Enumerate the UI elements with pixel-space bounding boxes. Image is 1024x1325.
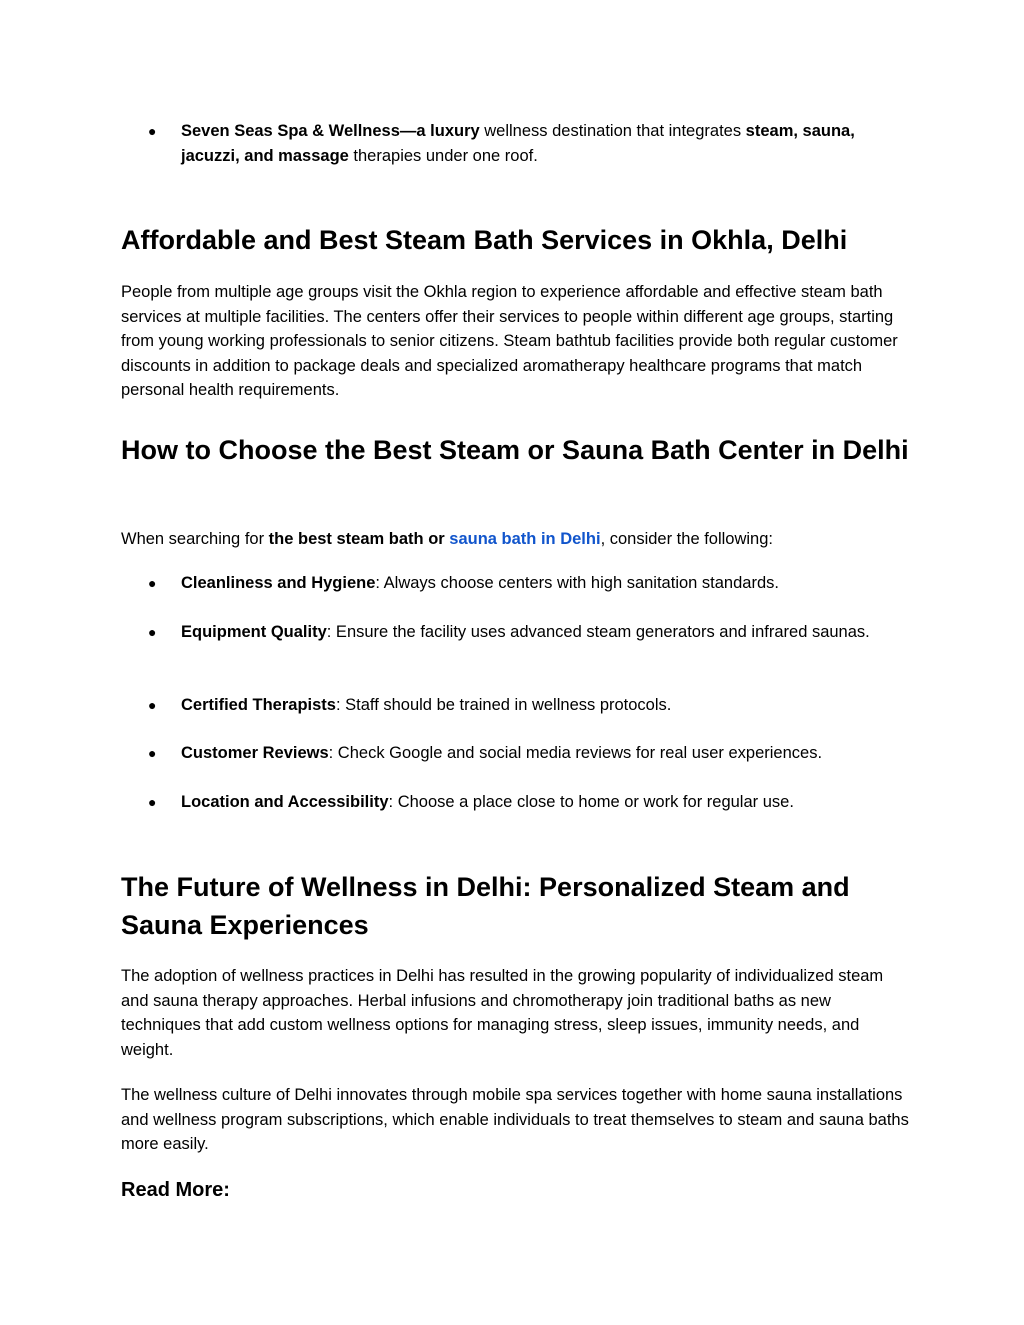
lead-text-1: When searching for <box>121 530 269 548</box>
section3-paragraph-1: The adoption of wellness practices in Delhi has resulted in the growing popularity of individualized steam and sauna therapy approaches. Herbal infusions and chromotherapy join traditional baths as new techniques that add custom wellness options for managing stress, sleep issues, immunity needs, and weight. <box>121 967 884 1059</box>
list-item <box>148 741 911 766</box>
list-item-text: : Staff should be trained in wellness protocols. <box>335 696 672 714</box>
list-item <box>148 693 911 718</box>
list-item-title: Customer Reviews <box>181 744 329 762</box>
section3-heading: The Future of Wellness in Delhi: Personalized Steam and Sauna Experiences <box>121 872 850 940</box>
lead-text-2: , consider the following: <box>600 530 773 548</box>
lead-bold: the best steam bath or <box>268 530 450 548</box>
list-item-title: Certified Therapists <box>181 696 336 714</box>
list-item-title: Equipment Quality <box>181 623 327 641</box>
list-item <box>148 571 911 596</box>
bullet-dot-icon: ● <box>148 575 157 591</box>
intro-text-1: wellness destination that integrates <box>479 122 746 140</box>
bullet-dot-icon: ● <box>148 794 157 810</box>
section2-heading: How to Choose the Best Steam or Sauna Bath Center in Delhi <box>121 435 909 465</box>
list-item-title: Cleanliness and Hygiene <box>181 574 376 592</box>
list-item-text: : Ensure the facility uses advanced steam generators and infrared saunas. <box>326 623 870 641</box>
list-item-title: Location and Accessibility <box>181 793 389 811</box>
sauna-bath-delhi-link[interactable]: sauna bath in Delhi <box>449 530 601 548</box>
list-item <box>148 620 911 645</box>
list-item <box>148 790 911 815</box>
section3-paragraph-2: The wellness culture of Delhi innovates through mobile spa services together with home sauna installations and wellness program subscriptions, which enable individuals to treat themselves to steam and sauna baths more easily. <box>121 1086 909 1153</box>
bullet-dot-icon: ● <box>148 697 157 713</box>
bullet-dot-icon: ● <box>148 624 157 640</box>
section1-heading: Affordable and Best Steam Bath Services in Okhla, Delhi <box>121 225 848 255</box>
read-more-heading: Read More: <box>121 1179 230 1201</box>
intro-text-2: therapies under one roof. <box>348 146 538 165</box>
intro-bold-1: Seven Seas Spa & Wellness—a luxury <box>181 122 480 140</box>
section1-paragraph: People from multiple age groups visit the Okhla region to experience affordable and effective steam bath services at multiple facilities. The centers offer their services to people within different age groups, starting from young working professionals to senior citizens. Steam bathtub facilities provide both regular customer discounts in addition to package deals and specialized aromatherapy healthcare programs that match personal health requirements. <box>121 283 898 399</box>
intro-bullet <box>148 119 911 168</box>
list-item-text: : Always choose centers with high sanitation standards. <box>375 574 779 592</box>
bullet-dot-icon: ● <box>148 123 157 139</box>
bullet-dot-icon: ● <box>148 745 157 761</box>
list-item-text: : Check Google and social media reviews for real user experiences. <box>328 744 823 762</box>
list-item-text: : Choose a place close to home or work for regular use. <box>388 793 794 811</box>
intro-bold-2: steam, sauna, jacuzzi, and massage <box>181 122 855 165</box>
section2-lead <box>121 527 911 552</box>
